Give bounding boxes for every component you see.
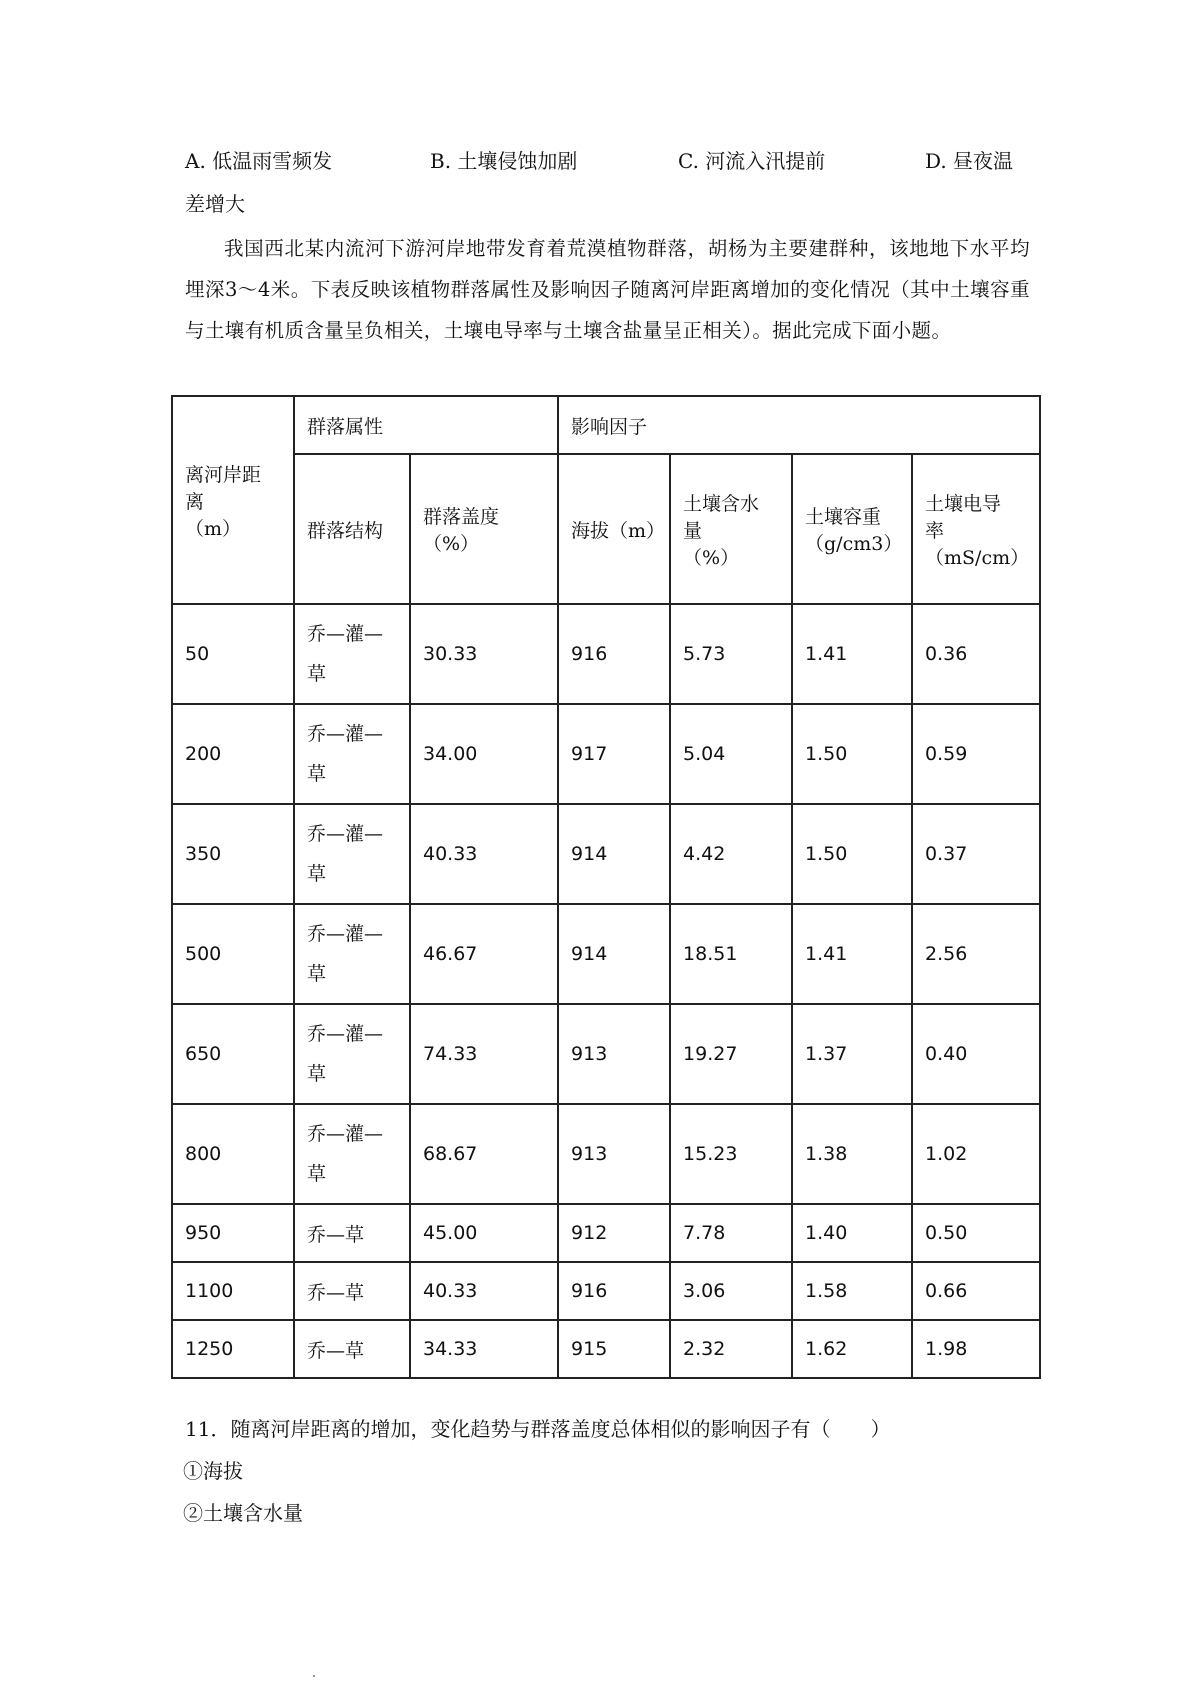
option-c[interactable]: C. 河流入汛提前	[678, 149, 826, 173]
table-row: 650 乔—灌— 草 74.33 913 19.27 1.37 0.40	[172, 1004, 1040, 1104]
table-row: 200 乔—灌— 草 34.00 917 5.04 1.50 0.59	[172, 704, 1040, 804]
altitude-header: 海拔（m）	[558, 454, 670, 604]
table-row: 1250 乔—草 34.33 915 2.32 1.62 1.98	[172, 1320, 1040, 1378]
page-mark	[313, 1675, 315, 1677]
influencing-factors-header: 影响因子	[558, 396, 1040, 454]
table-row: 500 乔—灌— 草 46.67 914 18.51 1.41 2.56	[172, 904, 1040, 1004]
table-row: 50 乔—灌— 草 30.33 916 5.73 1.41 0.36	[172, 604, 1040, 704]
choice-altitude[interactable]: ①海拔	[183, 1459, 243, 1483]
structure-header: 群落结构	[294, 454, 410, 604]
table-row: 350 乔—灌— 草 40.33 914 4.42 1.50 0.37	[172, 804, 1040, 904]
question-stem-paragraph: 我国西北某内流河下游河岸地带发育着荒漠植物群落，胡杨为主要建群种，该地地下水平均埋深3～4米。下表反映该植物群落属性及影响因子随离河岸距离增加的变化情况（其中土壤容重与土壤有机质含量呈负相关，土壤电导率与土壤含盐量呈正相关）。据此完成下面小题。	[185, 237, 1030, 342]
option-b[interactable]: B. 土壤侵蚀加剧	[430, 149, 578, 173]
table-row: 950 乔—草 45.00 912 7.78 1.40 0.50	[172, 1204, 1040, 1262]
coverage-header: 群落盖度（%）	[410, 454, 558, 604]
question-11: 11．随离河岸距离的增加，变化趋势与群落盖度总体相似的影响因子有（ ）	[185, 1417, 891, 1441]
table-row: 800 乔—灌— 草 68.67 913 15.23 1.38 1.02	[172, 1104, 1040, 1204]
choice-soil-water[interactable]: ②土壤含水量	[183, 1501, 303, 1525]
option-d-continued: 差增大	[185, 192, 245, 216]
distance-header: 离河岸距 离 （m）	[172, 396, 294, 604]
table-row: 1100 乔—草 40.33 916 3.06 1.58 0.66	[172, 1262, 1040, 1320]
option-a[interactable]: A. 低温雨雪频发	[185, 149, 333, 173]
soil-density-header: 土壤容重 （g/cm3）	[792, 454, 912, 604]
soil-conductivity-header: 土壤电导 率 （mS/cm）	[912, 454, 1040, 604]
option-d[interactable]: D. 昼夜温	[925, 149, 1014, 173]
data-table	[171, 395, 1041, 1379]
community-attributes-header: 群落属性	[294, 396, 558, 454]
soil-water-header: 土壤含水 量 （%）	[670, 454, 792, 604]
